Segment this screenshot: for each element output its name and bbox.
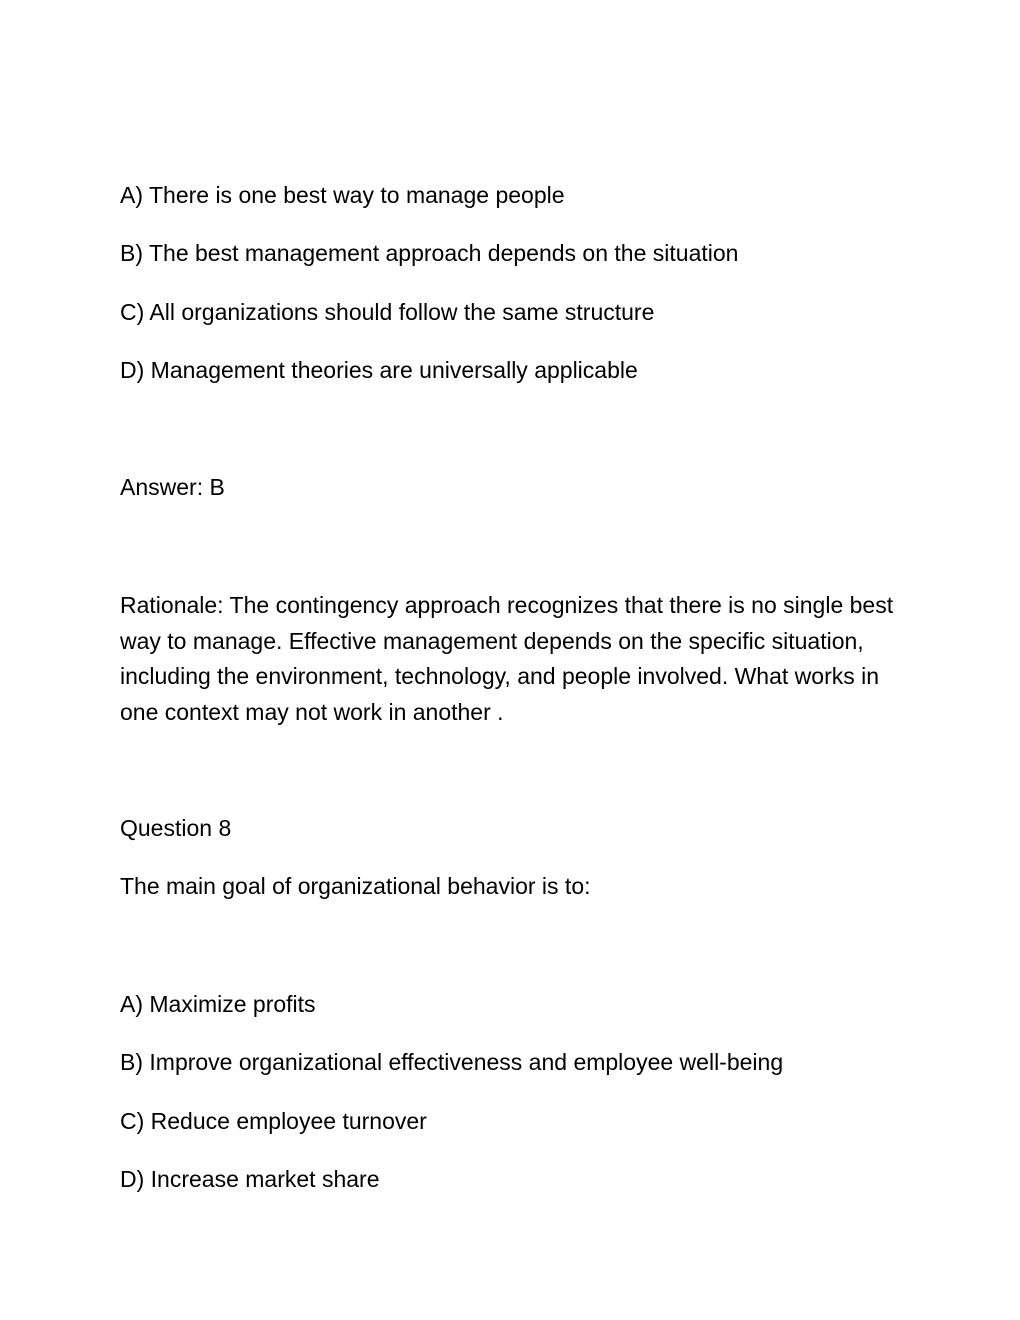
q8-option-b: B) Improve organizational effectiveness and employee well-being (120, 1049, 784, 1075)
answer-line: Answer: B (120, 474, 225, 500)
option-b: B) The best management approach depends on the situation (120, 240, 739, 266)
option-c: C) All organizations should follow the same structure (120, 299, 655, 325)
q8-option-c: C) Reduce employee turnover (120, 1108, 427, 1134)
question-prompt: The main goal of organizational behavior is to: (120, 873, 591, 899)
option-a: A) There is one best way to manage people (120, 182, 565, 208)
q8-option-a: A) Maximize profits (120, 991, 316, 1017)
option-d: D) Management theories are universally applicable (120, 357, 638, 383)
rationale-paragraph: Rationale: The contingency approach recognizes that there is no single best way to manage. Effective management depends on the specific situation, including the environment, technology, and people involved. What works in one context may not work in another . (120, 592, 894, 725)
question-heading: Question 8 (120, 815, 232, 841)
q8-option-d: D) Increase market share (120, 1166, 380, 1192)
